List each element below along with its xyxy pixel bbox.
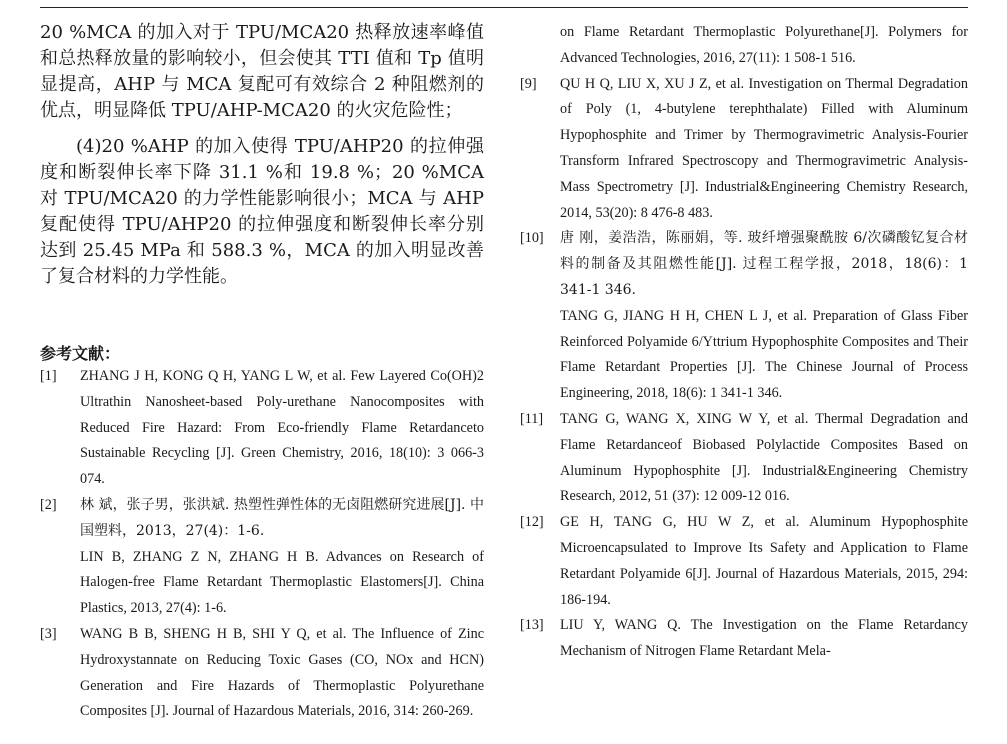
reference-item <box>520 613 968 665</box>
reference-item <box>40 622 484 725</box>
reference-text: TANG G, WANG X, XING W Y, et al. Thermal Degradation and Flame Retardanceof Biobased Polylactide Composites Based on Aluminum Hypophosphite [J]. Industrial&Engineering Chemistry Research, 2012, 51 (37): 12 009-12 016. <box>560 410 968 505</box>
reference-text: GE H, TANG G, HU W Z, et al. Aluminum Hypophosphite Microencapsulated to Improve Its Safety and Application to Flame Retardant Polyamide 6[J]. Journal of Hazardous Materials, 2015, 294: 186-194. <box>560 514 968 608</box>
reference-text: 唐 刚，姜浩浩，陈丽娟，等. 玻纤增强聚酰胺 6/次磷酸钇复合材料的制备及其阻燃性能[J]. 过程工程学报，2018，18(6)：1 341-1 346. <box>560 230 968 298</box>
reference-number: [9] <box>520 75 537 92</box>
reference-number: [3] <box>40 625 57 642</box>
references-list-left <box>40 364 484 725</box>
reference-item <box>40 493 484 622</box>
reference-text: on Flame Retardant Thermoplastic Polyurethane[J]. Polymers for Advanced Technologies, 2016, 27(11): 1 508-1 516. <box>560 24 968 66</box>
reference-item <box>520 510 968 613</box>
reference-text: LIU Y, WANG Q. The Investigation on the Flame Retardancy Mechanism of Nitrogen Flame Retardant Mela- <box>560 617 968 660</box>
reference-number: [10] <box>520 230 544 247</box>
reference-item <box>520 407 968 510</box>
top-rule <box>40 7 968 8</box>
reference-text: 林 斌，张子男，张洪斌. 热塑性弹性体的无卤阻燃研究进展[J]. 中国塑料，2013，27(4)：1-6. <box>80 496 484 539</box>
conclusion-paragraph-4: (4)20 %AHP 的加入使得 TPU/AHP20 的拉伸强度和断裂伸长率下降 31.1 %和 19.8 %；20 %MCA 对 TPU/MCA20 的力学性能影响很小；MCA 与 AHP 复配使得 TPU/AHP20 的拉伸强度和断裂伸长率分别达到 25.45 MPa 和 588.3 %，MCA 的加入明显改善了复合材料的力学性能。 <box>40 136 484 287</box>
reference-number: [13] <box>520 617 544 634</box>
reference-number: [1] <box>40 368 57 384</box>
references-title: 参考文献： <box>40 344 121 363</box>
conclusion-paragraph-3: 20 %MCA 的加入对于 TPU/MCA20 热释放速率峰值和总热释放量的影响较小，但会使其 TTI 值和 Tp 值明显提高，AHP 与 MCA 复配可有效综合 2 种阻燃剂的优点，明显降低 TPU/AHP-MCA20 的火灾危险性； <box>40 22 484 121</box>
reference-item <box>520 72 968 227</box>
reference-text: WANG B B, SHENG H B, SHI Y Q, et al. The Influence of Zinc Hydroxystannate on Reducing Toxic Gases (CO, NOx and HCN) Generation and Fire Hazards of Thermoplastic Polyurethane Composites [J]. Journal of Hazardous Materials, 2016, 314: 260-269. <box>80 625 484 720</box>
reference-item <box>40 364 484 493</box>
reference-item-continued <box>520 20 968 72</box>
reference-number: [11] <box>520 410 544 427</box>
reference-text: ZHANG J H, KONG Q H, YANG L W, et al. Few Layered Co(OH)2 Ultrathin Nanosheet-based Poly-urethane Nanocomposites with Reduced Fire Hazard: From Eco-friendly Flame Retardanceto Sustainable Recycling [J]. Green Chemistry, 2016, 18(10): 3 066-3 074. <box>80 368 484 488</box>
reference-item <box>520 226 968 407</box>
right-column <box>520 20 968 665</box>
reference-number: [12] <box>520 514 544 531</box>
reference-text: QU H Q, LIU X, XU J Z, et al. Investigation on Thermal Degradation of Poly (1, 4-butylene terephthalate) Filled with Aluminum Hypophosphite and Trimer by Thermogravimetric Analysis-Fourier Transform Infrared Spectroscopy and Thermogravimetric Analysis-Mass Spectrometry [J]. Industrial&Engineering Chemistry Research, 2014, 53(20): 8 476-8 483. <box>560 75 968 221</box>
reference-number: [2] <box>40 496 57 513</box>
reference-text: TANG G, JIANG H H, CHEN L J, et al. Preparation of Glass Fiber Reinforced Polyamide 6/Yttrium Hypophosphite Composites and Their Flame Retardant Properties [J]. The Chinese Journal of Process Engineering, 2018, 18(6): 1 341-1 346. <box>560 307 968 402</box>
reference-text: LIN B, ZHANG Z N, ZHANG H B. Advances on Research of Halogen-free Flame Retardant Thermoplastic Elastomers[J]. China Plastics, 2013, 27(4): 1-6. <box>80 548 484 617</box>
